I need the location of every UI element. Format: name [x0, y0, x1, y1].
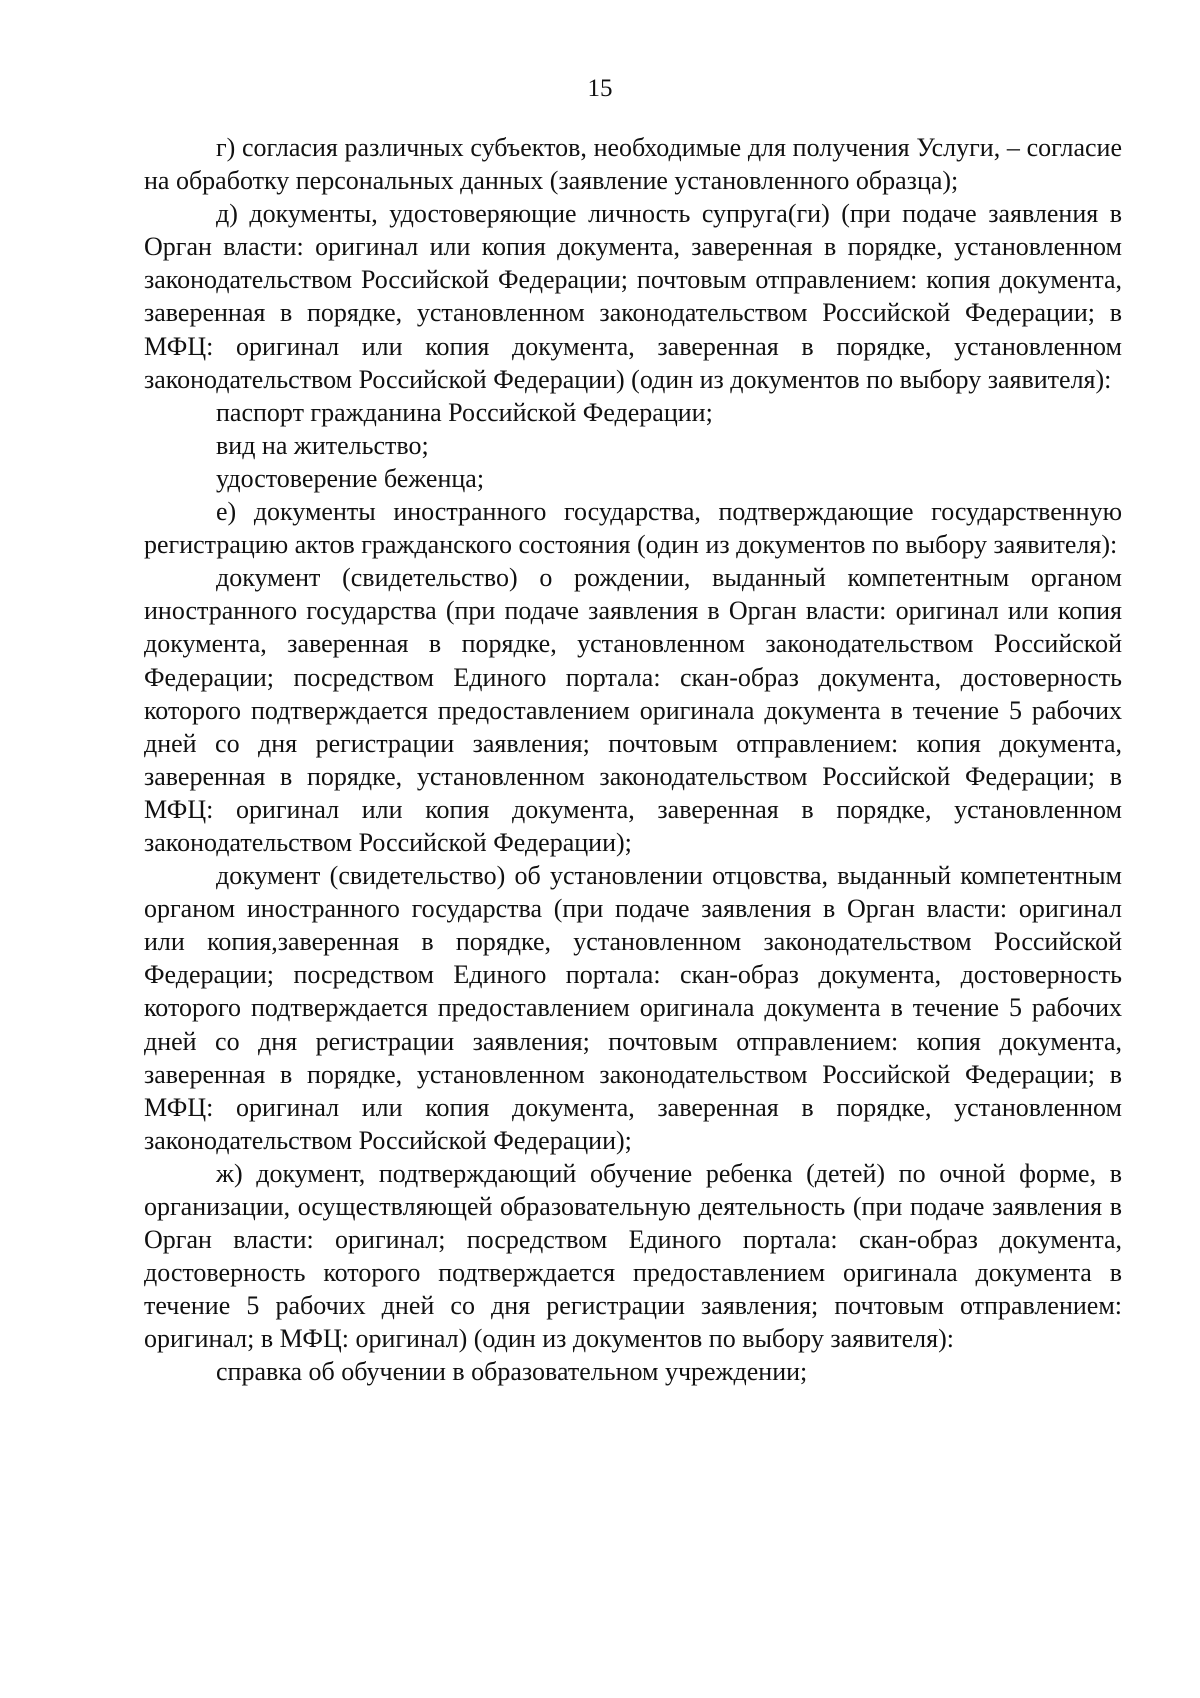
paragraph-paternity-certificate: документ (свидетельство) об установлении отцовства, выданный компетентным органом иностранного государства (при подаче заявления в Орган власти: оригинал или копия,заверенная в порядке, установленном законодательством Российской Федерации; посредством Единого портала: скан-образ документа, достоверность которого подтверждается предоставлением оригинала документа в течение 5 рабочих дней со дня регистрации заявления; почтовым отправлением: копия документа, заверенная в порядке, установленном законодательством Российской Федерации; в МФЦ: оригинал или копия документа, заверенная в порядке, установленном законодательством Российской Федерации);	[144, 861, 1122, 1155]
paragraph-birth-certificate: документ (свидетельство) о рождении, выданный компетентным органом иностранного государства (при подаче заявления в Орган власти: оригинал или копия документа, заверенная в порядке, установленном законодательством Российской Федерации; посредством Единого портала: скан-образ документа, достоверность которого подтверждается предоставлением оригинала документа в течение 5 рабочих дней со дня регистрации заявления; почтовым отправлением: копия документа, заверенная в порядке, установленном законодательством Российской Федерации; в МФЦ: оригинал или копия документа, заверенная в порядке, установленном законодательством Российской Федерации);	[144, 563, 1122, 857]
paragraph-d-spouse-identity: д) документы, удостоверяющие личность супруга(ги) (при подаче заявления в Орган власти: оригинал или копия документа, заверенная в порядке, установленном законодательством Российской Федерации; почтовым отправлением: копия документа, заверенная в порядке, установленном законодательством Российской Федерации; в МФЦ: оригинал или копия документа, заверенная в порядке, установленном законодательством Российской Федерации) (один из документов по выбору заявителя):	[144, 199, 1122, 394]
list-item-refugee-certificate: удостоверение беженца;	[216, 463, 485, 493]
paragraph-zh-education-document: ж) документ, подтверждающий обучение ребенка (детей) по очной форме, в организации, осуществляющей образовательную деятельность (при подаче заявления в Орган власти: оригинал; посредством Единого портала: скан-образ документа, достоверность которого подтверждается предоставлением оригинала документа в течение 5 рабочих дней со дня регистрации заявления; почтовым отправлением: оригинал; в МФЦ: оригинал) (один из документов по выбору заявителя):	[144, 1158, 1122, 1354]
paragraph-e-foreign-documents: е) документы иностранного государства, подтверждающие государственную регистрацию актов гражданского состояния (один из документов по выбору заявителя):	[144, 497, 1122, 560]
document-body	[144, 131, 1122, 1389]
paragraph-g-consent: г) согласия различных субъектов, необходимые для получения Услуги, – согласие на обработку персональных данных (заявление установленного образца);	[144, 133, 1122, 196]
list-item-residence-permit: вид на жительство;	[216, 430, 429, 460]
page-number: 15	[587, 75, 613, 102]
list-item-education-certificate: справка об обучении в образовательном учреждении;	[216, 1357, 808, 1387]
list-item-passport: паспорт гражданина Российской Федерации;	[216, 397, 713, 427]
